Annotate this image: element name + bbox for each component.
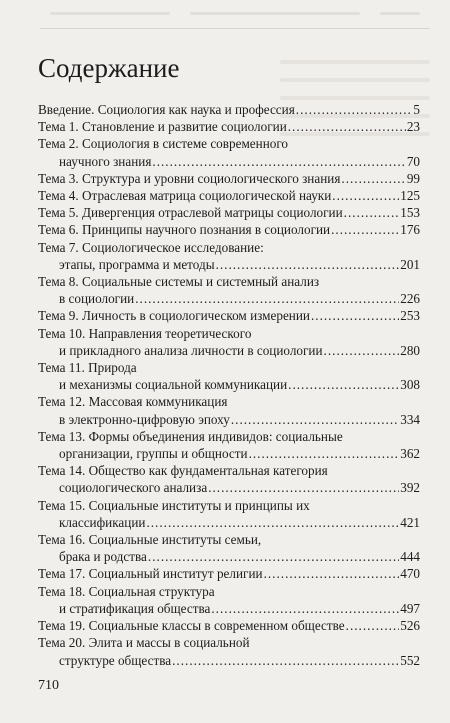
toc-entry-text: Введение. Социология как наука и профессия: [38, 102, 295, 117]
toc-entry-text: Тема 8. Социальные системы и системный анализ: [38, 274, 320, 290]
toc-entry: [38, 531, 420, 565]
table-of-contents: [38, 101, 420, 669]
toc-line: [38, 118, 420, 135]
toc-entry-text: Тема 7. Социологическое исследование:: [38, 239, 264, 255]
dot-leader: [249, 445, 400, 462]
toc-page-number: 392: [400, 480, 420, 496]
toc-line: [38, 204, 420, 221]
toc-line: [38, 307, 420, 324]
toc-line: [38, 479, 420, 496]
toc-line: [38, 462, 420, 479]
toc-entry-text: в электронно-цифровую эпоху: [59, 411, 230, 427]
dot-leader: [288, 118, 406, 135]
toc-line: [38, 411, 420, 428]
toc-page-number: 308: [400, 377, 420, 393]
toc-entry-text: классификации: [59, 514, 146, 530]
toc-line: [38, 256, 420, 273]
toc-page-number: 253: [400, 308, 420, 324]
toc-page-number: 153: [400, 205, 420, 221]
toc-line: [38, 325, 420, 342]
toc-page-number: 125: [400, 188, 420, 204]
toc-line: [38, 617, 420, 634]
dot-leader: [231, 411, 399, 428]
toc-page-number: 226: [400, 291, 420, 307]
page-title: Содержание: [38, 53, 180, 83]
toc-page-number: 444: [400, 549, 420, 565]
toc-entry-text: структуре общества: [59, 652, 172, 668]
toc-entry: [38, 393, 420, 427]
toc-entry-text: и стратификация общества: [59, 600, 211, 616]
toc-line: [38, 153, 420, 170]
toc-entry-text: этапы, программа и методы: [59, 256, 215, 272]
dot-leader: [332, 187, 399, 204]
toc-entry-text: Тема 15. Социальные институты и принципы их: [38, 497, 310, 513]
dot-leader: [172, 652, 399, 669]
toc-page-number: 497: [400, 600, 420, 616]
toc-line: [38, 583, 420, 600]
toc-entry-text: организации, группы и общности: [59, 446, 248, 462]
toc-page-number: 552: [400, 652, 420, 668]
toc-entry-text: Тема 11. Природа: [38, 360, 137, 376]
toc-entry: [38, 118, 420, 135]
toc-page-number: 280: [400, 342, 420, 358]
toc-page-number: 470: [400, 566, 420, 582]
toc-entry: [38, 428, 420, 462]
dot-leader: [331, 221, 399, 238]
toc-line: [38, 531, 420, 548]
toc-line: [38, 273, 420, 290]
toc-line: [38, 101, 420, 118]
toc-entry: [38, 462, 420, 496]
toc-entry: [38, 617, 420, 634]
dot-leader: [341, 170, 405, 187]
toc-line: [38, 187, 420, 204]
toc-line: [38, 221, 420, 238]
toc-page-number: 23: [406, 119, 420, 135]
toc-entry: [38, 583, 420, 617]
toc-entry: [38, 307, 420, 324]
dot-leader: [146, 514, 399, 531]
toc-entry-text: Тема 14. Общество как фундаментальная категория: [38, 463, 328, 479]
bleed-through-header: [40, 10, 430, 29]
toc-entry-text: брака и родства: [59, 549, 147, 565]
toc-line: [38, 290, 420, 307]
toc-line: [38, 428, 420, 445]
toc-line: [38, 376, 420, 393]
toc-line: [38, 359, 420, 376]
toc-entry-text: Тема 18. Социальная структура: [38, 583, 215, 599]
toc-entry-text: Тема 17. Социальный институт религии: [38, 566, 263, 582]
toc-entry-text: в социологии: [59, 291, 135, 307]
toc-page-number: 70: [406, 153, 420, 169]
toc-page-number: 362: [400, 446, 420, 462]
dot-leader: [135, 290, 399, 307]
toc-page-number: 421: [400, 514, 420, 530]
toc-entry-text: Тема 5. Дивергенция отраслевой матрицы социологии: [38, 205, 343, 221]
dot-leader: [346, 617, 400, 634]
page-number: 710: [38, 678, 59, 693]
toc-entry: [38, 565, 420, 582]
dot-leader: [148, 548, 399, 565]
toc-page-number: 99: [406, 170, 420, 186]
dot-leader: [264, 565, 400, 582]
toc-line: [38, 445, 420, 462]
toc-line: [38, 393, 420, 410]
toc-entry-text: и механизмы социальной коммуникации: [59, 377, 288, 393]
dot-leader: [296, 101, 413, 118]
toc-entry-text: Тема 12. Массовая коммуникация: [38, 394, 228, 410]
toc-entry-text: Тема 10. Направления теоретического: [38, 325, 252, 341]
toc-entry: [38, 101, 420, 118]
toc-entry: [38, 273, 420, 307]
toc-line: [38, 634, 420, 651]
toc-entry-text: Тема 16. Социальные институты семьи,: [38, 532, 262, 548]
toc-entry: [38, 497, 420, 531]
toc-entry: [38, 359, 420, 393]
toc-entry-text: Тема 3. Структура и уровни социологического знания: [38, 170, 341, 186]
dot-leader: [324, 342, 400, 359]
toc-page-number: 334: [400, 411, 420, 427]
dot-leader: [288, 376, 399, 393]
toc-line: [38, 135, 420, 152]
toc-entry-text: научного знания: [59, 153, 152, 169]
toc-entry-text: Тема 4. Отраслевая матрица социологической науки: [38, 188, 332, 204]
toc-entry-text: социологического анализа: [59, 480, 208, 496]
toc-entry-text: Тема 19. Социальные классы в современном обществе: [38, 618, 345, 634]
toc-line: [38, 652, 420, 669]
toc-entry: [38, 187, 420, 204]
toc-entry-text: Тема 2. Социология в системе современного: [38, 136, 289, 152]
toc-page-number: 526: [400, 618, 420, 634]
toc-page-number: 201: [400, 256, 420, 272]
dot-leader: [152, 153, 405, 170]
toc-entry-text: Тема 1. Становление и развитие социологии: [38, 119, 287, 135]
toc-line: [38, 239, 420, 256]
toc-entry-text: Тема 9. Личность в социологическом измерении: [38, 308, 310, 324]
toc-entry: [38, 135, 420, 169]
dot-leader: [344, 204, 400, 221]
toc-entry-text: Тема 6. Принципы научного познания в социологии: [38, 222, 331, 238]
dot-leader: [208, 479, 399, 496]
dot-leader: [211, 600, 399, 617]
dot-leader: [216, 256, 400, 273]
toc-entry: [38, 204, 420, 221]
toc-line: [38, 497, 420, 514]
toc-line: [38, 342, 420, 359]
toc-page-number: 176: [400, 222, 420, 238]
dot-leader: [311, 307, 399, 324]
toc-entry: [38, 221, 420, 238]
toc-line: [38, 548, 420, 565]
toc-entry-text: Тема 20. Элита и массы в социальной: [38, 635, 250, 651]
toc-entry: [38, 634, 420, 668]
toc-entry-text: Тема 13. Формы объединения индивидов: социальные: [38, 428, 343, 444]
toc-entry-text: и прикладного анализа личности в социологии: [59, 342, 323, 358]
toc-line: [38, 600, 420, 617]
toc-line: [38, 514, 420, 531]
toc-entry: [38, 239, 420, 273]
toc-page-number: 5: [413, 102, 420, 117]
toc-entry: [38, 325, 420, 359]
toc-entry: [38, 170, 420, 187]
toc-line: [38, 170, 420, 187]
toc-line: [38, 565, 420, 582]
